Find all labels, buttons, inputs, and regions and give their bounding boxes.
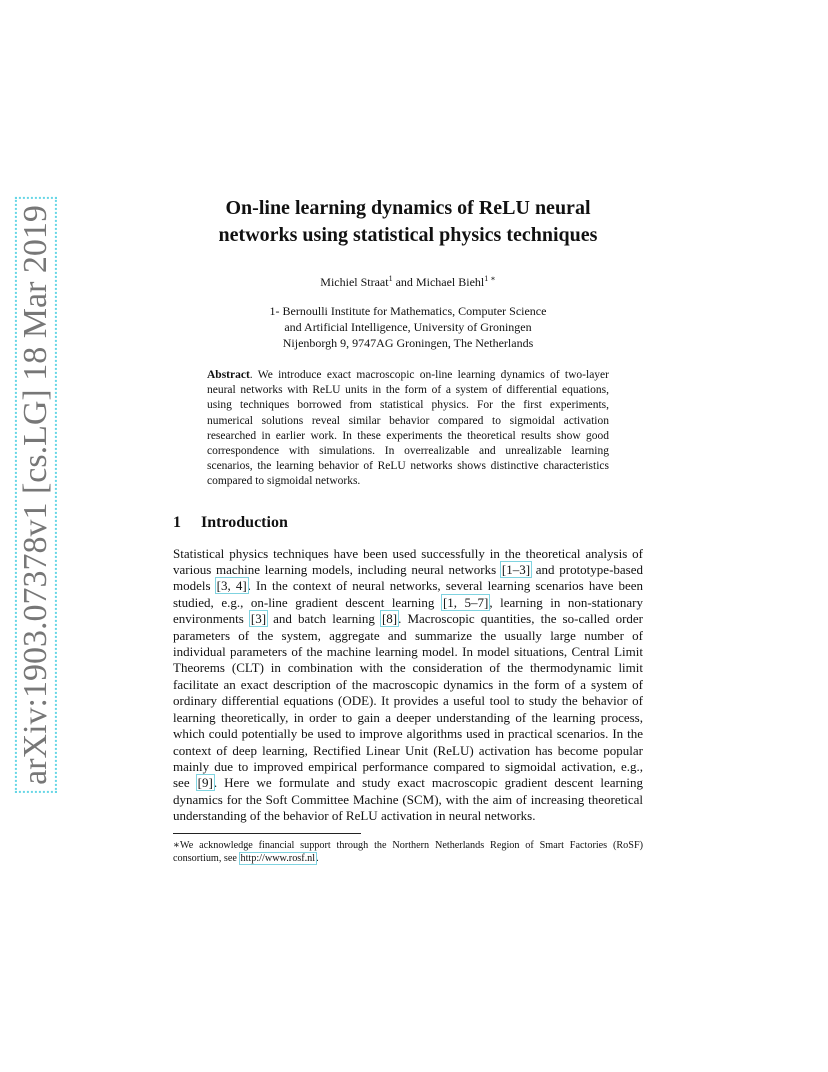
section-heading [173, 514, 643, 532]
intro-text: Statistical physics techniques have been used successfully in the theoretical analysis of various machine learning models, including neural networks [173, 545, 643, 578]
author-name: Michiel Straat [320, 275, 389, 289]
paper-page [173, 195, 643, 865]
arxiv-id-text[interactable]: arXiv:1903.07378v1 [cs.LG] 18 Mar 2019 [15, 197, 57, 793]
author-conjunction: and [395, 275, 413, 289]
intro-text: , learning in non-stationary environments [173, 594, 643, 627]
title-line-1: On-line learning dynamics of ReLU neural [225, 197, 591, 219]
citation-link[interactable]: [9] [197, 775, 213, 791]
affiliation-line: 1- Bernoulli Institute for Mathematics, Computer Science [269, 304, 547, 318]
intro-paragraph [173, 546, 643, 825]
author-list [173, 271, 643, 290]
author-name: Michael Biehl [415, 275, 485, 289]
abstract [207, 368, 609, 490]
intro-text: and batch learning [267, 611, 381, 627]
footnote-url-link[interactable]: http://www.rosf.nl [240, 852, 316, 864]
affiliation-block [173, 303, 643, 351]
intro-text: . Macroscopic quantities, the so-called order parameters of the system, aggregate and summarize the usually large number of individual parameters of the machine learning model. In model situations, Central Limit Theorems (CLT) in combination with the consideration of the thermodynamic limit facilitate an exact description of the macroscopic dynamics in the form of a system of ordinary differential equations (ODE). It provides a useful tool to study the behavior of learning theoretically, in order to gain a deeper understanding of the learning process, which could potentially be used to improve algorithms used in practical scenarios. In the context of deep learning, Rectified Linear Unit (ReLU) activation has become popular mainly due to improved empirical performance compared to sigmoidal activation, e.g., see [173, 611, 644, 791]
abstract-label: Abstract [207, 369, 250, 381]
author-affiliation-mark: 1 [388, 274, 393, 283]
citation-link[interactable]: [1–3] [501, 562, 531, 578]
section-number: 1 [173, 513, 181, 531]
citation-link[interactable]: [1, 5–7] [442, 594, 489, 610]
intro-text: . Here we formulate and study exact macroscopic gradient descent learning dynamics for the Soft Committee Machine (SCM), with the aim of increasing theoretical understanding of the behavior of ReLU activation in neural networks. [173, 775, 643, 824]
intro-text: . In the context of neural networks, several learning scenarios have been studied, e.g., on-line gradient descent learning [173, 578, 643, 610]
footnote-rule [173, 833, 361, 834]
footnote-end: . [316, 852, 319, 864]
footnote [173, 839, 643, 865]
citation-link[interactable]: [3, 4] [216, 578, 247, 594]
arxiv-sidebar-stamp [8, 205, 64, 785]
abstract-text: . We introduce exact macroscopic on-line learning dynamics of two-layer neural networks with ReLU units in the form of a system of differential equations, using techniques borrowed from statistical physics. For the first experiments, numerical solutions reveal similar behavior compared to sigmoidal activation researched in earlier work. In these experiments the theoretical results show good correspondence with simulations. In overrealizable and unrealizable learning scenarios, the learning behavior of ReLU networks shows distinctive characteristics compared to sigmoidal networks. [207, 369, 609, 488]
paper-title [173, 195, 643, 249]
affiliation-line: and Artificial Intelligence, University of Groningen [284, 320, 532, 334]
footnote-text: ∗We acknowledge financial support through the Northern Netherlands Region of Smart Factories (RoSF) consortium, see [173, 839, 643, 864]
citation-link[interactable]: [8] [381, 611, 398, 627]
intro-text: and prototype-based models [173, 562, 643, 594]
title-line-2: networks using statistical physics techniques [218, 224, 598, 246]
citation-link[interactable]: [3] [250, 611, 267, 627]
author-affiliation-mark: 1 ∗ [484, 274, 496, 283]
section-title: Introduction [201, 513, 288, 531]
affiliation-line: Nijenborgh 9, 9747AG Groningen, The Netherlands [282, 336, 534, 350]
